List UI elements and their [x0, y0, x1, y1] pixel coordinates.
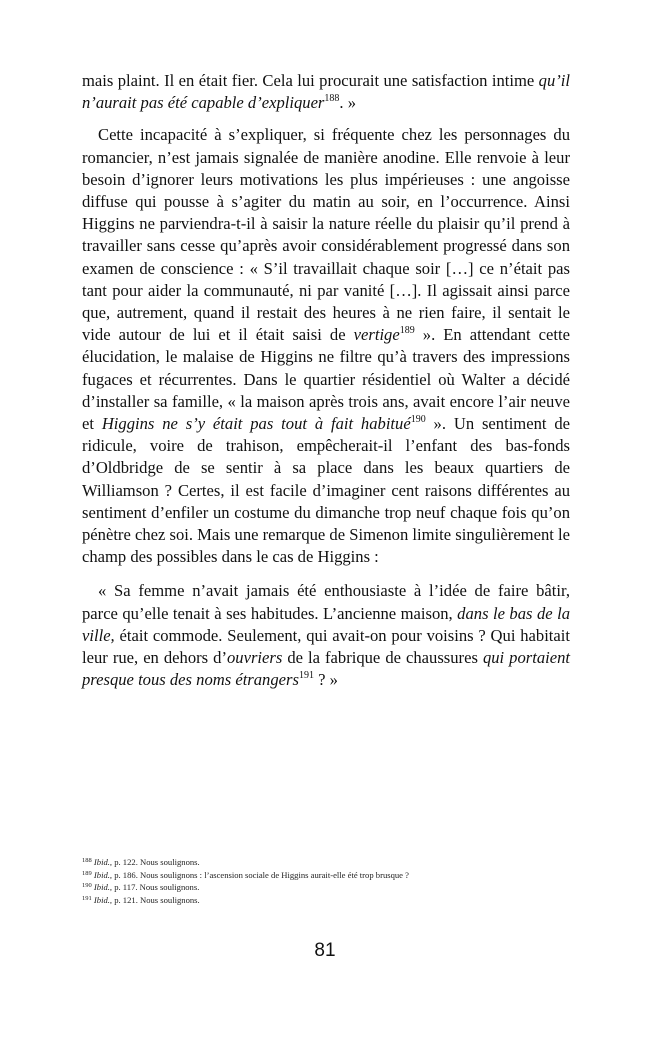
footnote-number: 191	[82, 894, 92, 902]
footnote-number: 189	[82, 869, 92, 877]
footnote-text: , p. 122. Nous soulignons.	[109, 857, 200, 867]
italic-quote: Higgins ne s’y était pas tout à fait habitué	[101, 414, 411, 434]
footnote-text: , p. 117. Nous soulignons.	[109, 882, 200, 893]
italic-quote: qu’il n’aurait pas été capable d’expliquer	[82, 71, 570, 113]
footnote-ref-label: Ibid.	[93, 882, 110, 893]
footnote-ref-188: 188	[324, 93, 340, 105]
footnote-text: , p. 186. Nous soulignons : l’ascension sociale de Higgins aurait-elle été trop brusque ?	[109, 869, 409, 880]
paragraph-quotation	[82, 580, 570, 691]
footnote-ref-label: Ibid.	[93, 869, 110, 880]
text-run: Cette incapacité à s’expliquer, si fréquente chez les personnages du romancier, n’est jamais signalée de manière anodine. Elle renvoie à leur besoin d’ignorer leurs motivations les plus impérieuses : une angoisse diffuse qui pousse à s’agiter du matin au soir, en l’occurrence. Ainsi Higgins ne parviendra-t-il à saisir la nature réelle du plaisir qu’il prend à travailler sans cesse qu’après avoir considérablement progressé dans son examen de conscience : « S’il travaillait chaque soir […] ce n’était pas tant pour aider la communauté, ni par vanité […]. Il agissait ainsi parce que, autrement, quand il restait des heures à ne rien faire, il sentait le vide autour de lui et il était saisi de	[82, 125, 570, 345]
italic-word: vertige	[353, 325, 400, 345]
italic-phrase: qui portaient presque tous des noms étrangers	[82, 648, 571, 690]
text-run: mais plaint. Il en était fier. Cela lui procurait une satisfaction intime	[82, 71, 539, 90]
footnote-ref-191: 191	[298, 670, 314, 682]
text-run: . »	[339, 93, 356, 113]
text-run: de la fabrique de chaussures	[282, 648, 483, 668]
text-run: était commode. Seulement, qui avait-on pour voisins ? Qui habitait leur rue, en dehors d’	[82, 625, 570, 668]
footnote-ref-190: 190	[410, 414, 426, 426]
body-text	[82, 70, 570, 691]
paragraph-analysis	[82, 124, 570, 568]
footnotes	[82, 856, 570, 906]
footnote-190	[82, 881, 570, 894]
footnote-number: 188	[82, 857, 92, 864]
italic-word: ouvriers	[226, 648, 283, 668]
footnote-ref-189: 189	[399, 325, 415, 337]
footnote-191	[82, 894, 570, 907]
footnote-189	[82, 869, 570, 882]
italic-phrase: dans le bas de la ville,	[82, 603, 570, 645]
footnote-188	[82, 856, 570, 869]
footnote-number: 190	[82, 882, 92, 890]
page-number: 81	[314, 940, 336, 961]
text-run: ». En attendant cette élucidation, le malaise de Higgins ne filtre qu’à travers des impressions fugaces et récurrentes. Dans le quartier résidentiel où Walter a décidé d’installer sa famille, « la maison après trois ans, avait encore l’air neuve et	[82, 325, 570, 434]
text-run: « Sa femme n’avait jamais été enthousiaste à l’idée de faire bâtir, parce qu’elle tenait à ses habitudes. L’ancienne maison,	[82, 581, 570, 623]
footnote-text: , p. 121. Nous soulignons.	[109, 894, 200, 905]
paragraph-continuation	[82, 70, 570, 114]
text-run: ». Un sentiment de ridicule, voire de trahison, empêcherait-il l’enfant des bas-fonds d’Oldbridge de se sentir à sa place dans les beaux quartiers de Williamson ? Certes, il est facile d’imaginer cent raisons différentes au sentiment d’enfiler un costume du dimanche trop neuf chaque fois qu’on pénètre chez soi. Mais une remarque de Simenon limite singulièrement le champ des possibles dans le cas de Higgins :	[82, 414, 570, 567]
text-run: ? »	[313, 670, 338, 690]
footnote-ref-label: Ibid.	[93, 857, 110, 867]
footnote-ref-label: Ibid.	[93, 894, 110, 905]
